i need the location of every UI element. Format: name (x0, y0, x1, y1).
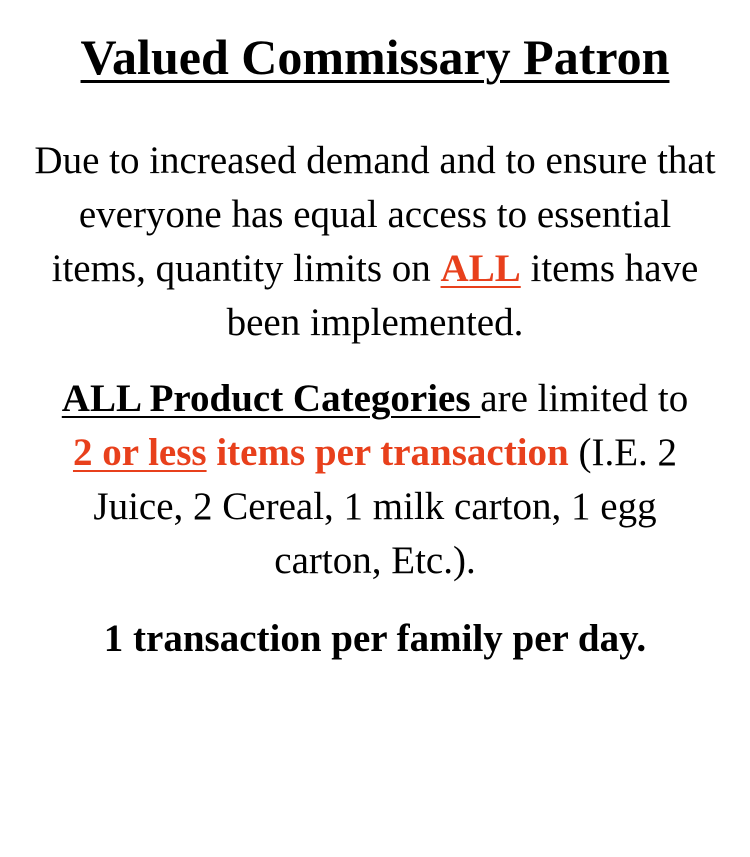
intro-paragraph (30, 134, 720, 350)
categories-text: are limited to (480, 377, 689, 420)
limit-unit: items per transaction (206, 431, 569, 474)
intro-text-after: items have been implemented. (226, 247, 699, 344)
limit-amount: 2 or less (72, 431, 207, 474)
notice-title: Valued Commissary Patron (80, 29, 670, 85)
limit-examples: (I.E. 2 Juice, 2 Cereal, 1 milk carton, 1 egg carton, Etc.). (93, 431, 678, 582)
intro-emphasis-all: ALL (440, 247, 521, 290)
categories-heading: ALL Product Categories (61, 377, 481, 420)
family-rule: 1 transaction per family per day. (103, 617, 647, 660)
limits-paragraph (35, 372, 715, 588)
intro-text-before: Due to increased demand and to ensure that everyone has equal access to essential items, quantity limits on (34, 139, 716, 290)
